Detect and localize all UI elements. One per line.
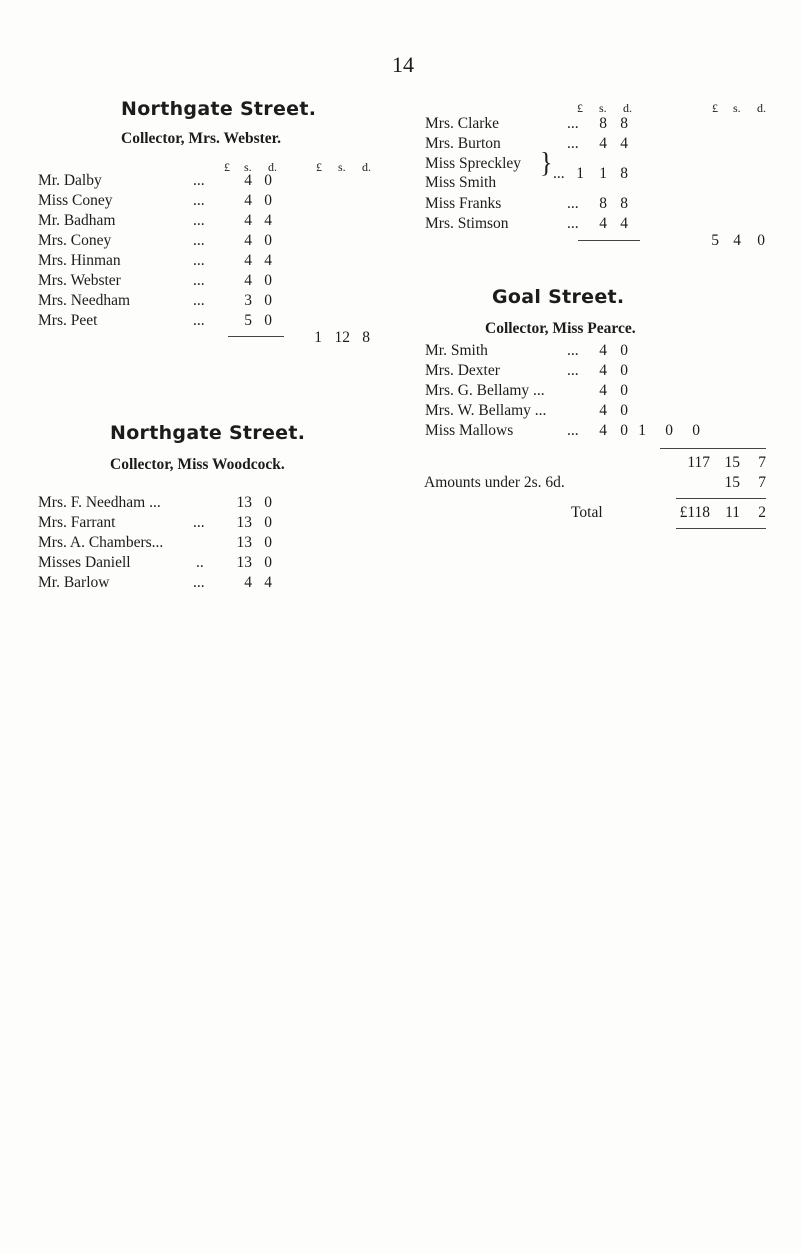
page-number: 14 xyxy=(392,52,414,77)
section-title: Northgate Street. xyxy=(121,98,317,120)
subtotal-rule xyxy=(660,448,766,449)
collector-line: Collector, Miss Pearce. xyxy=(485,320,636,337)
collector-line: Collector, Mrs. Webster. xyxy=(121,130,281,147)
col-header-pounds: £ xyxy=(224,160,230,174)
total-rule xyxy=(228,336,284,337)
brace-icon: } xyxy=(540,146,553,179)
col-header-shillings: s. xyxy=(733,101,741,115)
col-header-shillings: s. xyxy=(338,160,346,174)
total-rule xyxy=(676,498,766,499)
col-header-pence: d. xyxy=(623,101,632,115)
section-title: Northgate Street. xyxy=(110,422,306,444)
collector-line: Collector, Miss Woodcock. xyxy=(110,456,285,473)
total-rule xyxy=(578,240,640,241)
total-underline xyxy=(676,528,766,529)
col-header-pounds: £ xyxy=(712,101,718,115)
col-header-pence: d. xyxy=(362,160,371,174)
col-header-pence: d. xyxy=(268,160,277,174)
col-header-pence: d. xyxy=(757,101,766,115)
col-header-pounds: £ xyxy=(316,160,322,174)
col-header-shillings: s. xyxy=(244,160,252,174)
col-header-pounds: £ xyxy=(577,101,583,115)
section-title: Goal Street. xyxy=(492,286,625,308)
col-header-shillings: s. xyxy=(599,101,607,115)
